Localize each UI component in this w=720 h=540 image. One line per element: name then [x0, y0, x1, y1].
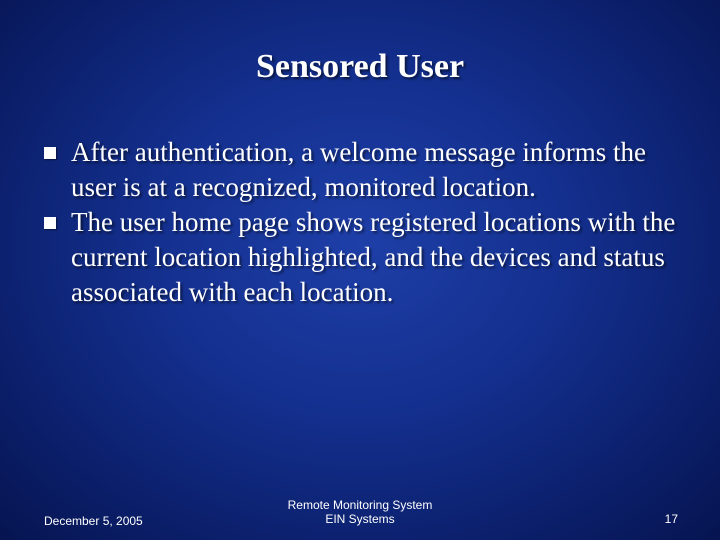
bullet-text: After authentication, a welcome message informs the user is at a recognized, monitored location. [71, 137, 647, 202]
footer-page-number: 17 [664, 512, 678, 526]
footer-company-name: EIN Systems [325, 512, 395, 526]
footer-center [260, 498, 460, 526]
square-bullet-icon [44, 147, 56, 159]
square-bullet-icon [44, 217, 56, 229]
bullet-item [44, 135, 694, 205]
footer-date: December 5, 2005 [44, 514, 143, 528]
bullet-text: The user home page shows registered locations with the current location highlighted, and the devices and status associated with each location. [71, 207, 676, 307]
slide-title: Sensored User [255, 48, 465, 85]
bullet-list [44, 135, 694, 310]
footer-system-name: Remote Monitoring System [287, 498, 433, 512]
bullet-item [44, 205, 694, 310]
